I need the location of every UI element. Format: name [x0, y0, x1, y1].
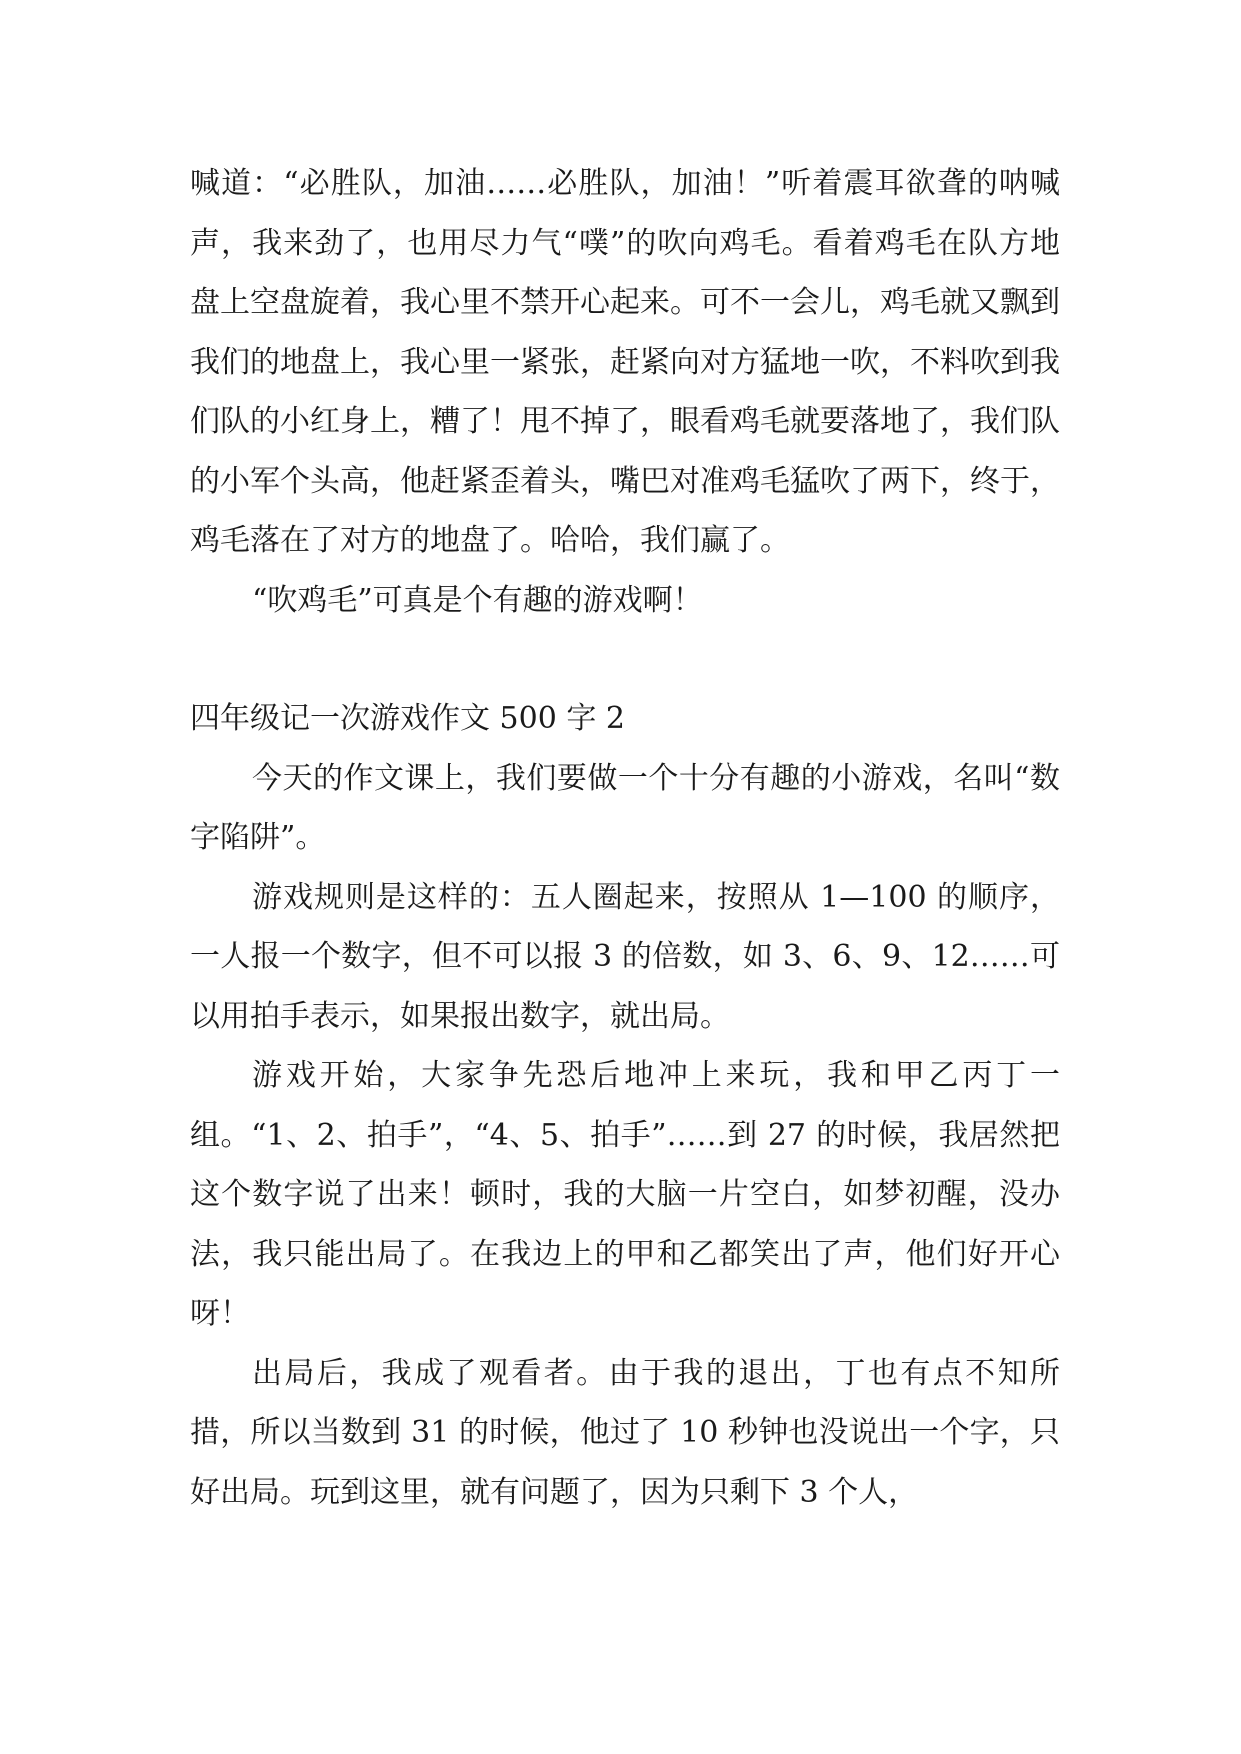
section-title: 四年级记一次游戏作文 500 字 2: [190, 701, 625, 736]
paragraph-conclusion: “吹鸡毛”可真是个有趣的游戏啊！: [252, 582, 703, 618]
document-body: [190, 154, 1060, 1522]
paragraph-after-out: 出局后，我成了观看者。由于我的退出，丁也有点不知所措，所以当数到 31 的时候，他过了 10 秒钟也没说出一个字，只好出局。玩到这里，就有问题了，因为只剩下 3 个人，: [190, 1355, 1060, 1510]
paragraph-intro: 今天的作文课上，我们要做一个十分有趣的小游戏，名叫“数字陷阱”。: [190, 760, 1060, 855]
paragraph-rules: 游戏规则是这样的：五人圈起来，按照从 1—100 的顺序，一人报一个数字，但不可以报 3 的倍数，如 3、6、9、12……可以用拍手表示，如果报出数字，就出局。: [190, 879, 1060, 1034]
paragraph-continuation: 喊道：“必胜队，加油……必胜队，加油！”听着震耳欲聋的呐喊声，我来劲了，也用尽力气“噗”的吹向鸡毛。看着鸡毛在队方地盘上空盘旋着，我心里不禁开心起来。可不一会儿，鸡毛就又飘到我们的地盘上，我心里一紧张，赶紧向对方猛地一吹，不料吹到我们队的小红身上，糟了！甩不掉了，眼看鸡毛就要落地了，我们队的小军个头高，他赶紧歪着头，嘴巴对准鸡毛猛吹了两下，终于，鸡毛落在了对方的地盘了。哈哈，我们赢了。: [190, 166, 1060, 558]
paragraph-game-start: 游戏开始，大家争先恐后地冲上来玩，我和甲乙丙丁一组。“1、2、拍手”，“4、5、拍手”……到 27 的时候，我居然把这个数字说了出来！顿时，我的大脑一片空白，如梦初醒，没办法，我只能出局了。在我边上的甲和乙都笑出了声，他们好开心呀！: [190, 1058, 1060, 1331]
